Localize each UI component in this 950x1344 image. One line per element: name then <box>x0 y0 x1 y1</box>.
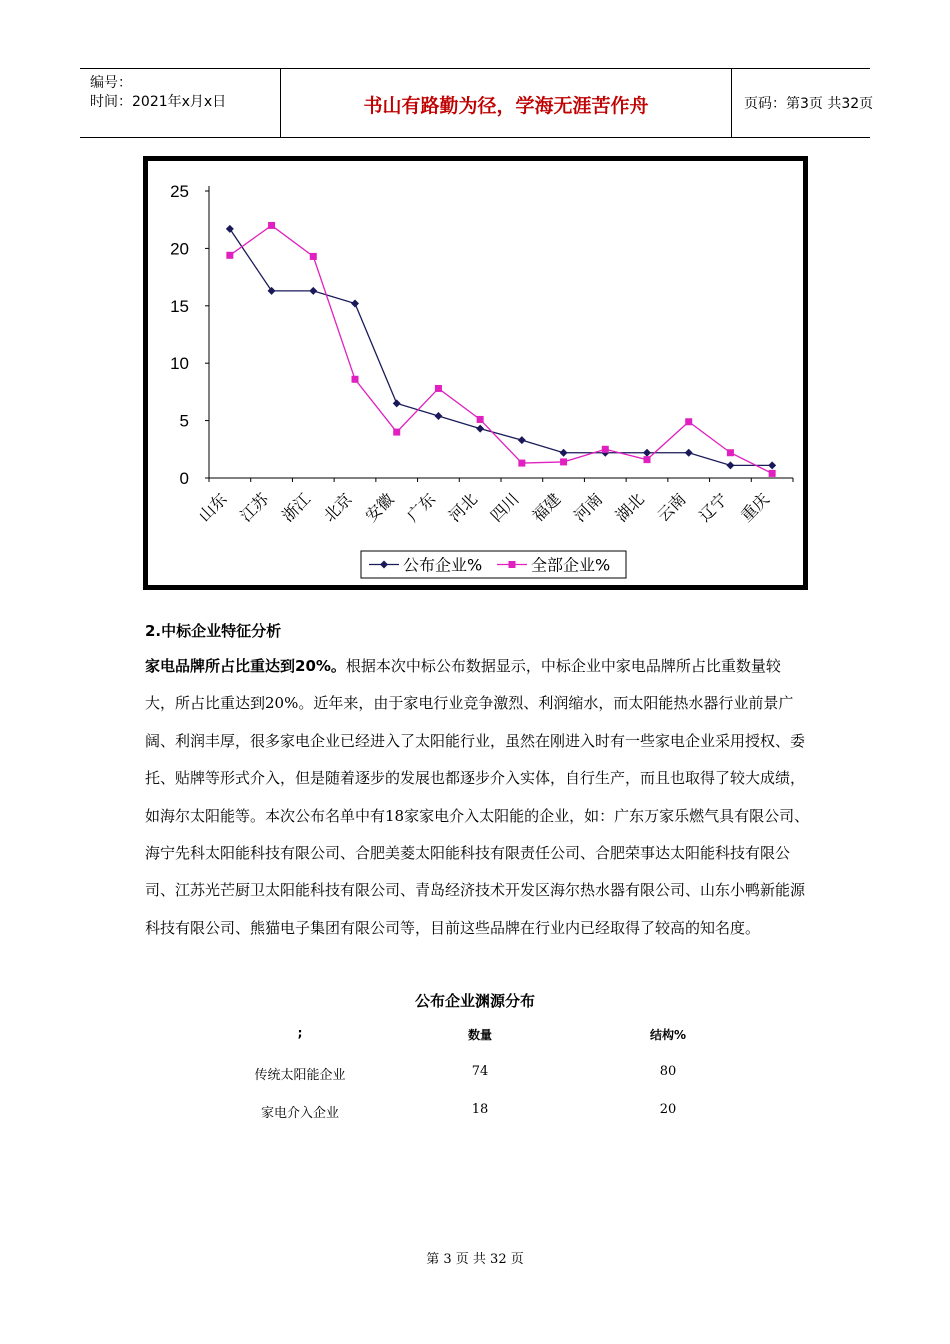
x-tick-label: 安徽 <box>361 489 398 526</box>
data-point <box>727 449 734 456</box>
x-tick-label: 北京 <box>319 489 356 526</box>
page-header <box>80 68 874 138</box>
data-point <box>602 446 609 453</box>
x-tick-label: 四川 <box>486 489 523 526</box>
table-row <box>190 1060 750 1098</box>
data-point <box>226 252 233 259</box>
y-tick-label: 15 <box>170 296 189 316</box>
header-center-cell <box>280 69 732 137</box>
table-header-row <box>190 1022 750 1060</box>
data-point <box>352 376 359 383</box>
header-motto: 书山有路勤为径，学海无涯苦作舟 <box>363 95 649 117</box>
header-left-cell <box>80 69 280 137</box>
data-point <box>685 418 692 425</box>
legend-label: 公布企业% <box>403 555 483 575</box>
source-table <box>190 1022 750 1136</box>
x-tick-label: 浙江 <box>278 489 315 526</box>
data-point <box>477 416 484 423</box>
table-cell: 传统太阳能企业 <box>254 1068 346 1083</box>
table-cell: 20 <box>659 1102 677 1117</box>
page-info: 页码：第3页 共32页 <box>744 96 874 112</box>
section-body: 根据本次中标公布数据显示，中标企业中家电品牌所占比重数量较大，所占比重达到20%。近年来，由于家电行业竞争激烈、利润缩水，而太阳能热水器行业前景广阔、利润丰厚，很多家电企业已经进入了太阳能行业，虽然在刚进入时有一些家电企业采用授权、委托、贴牌等形式介入，但是随着逐步的发展也都逐步介入实体，自行生产，而且也取得了较大成绩，如海尔太阳能等。本次公布名单中有18家家电介入太阳能的企业，如：广东万家乐燃气具有限公司、海宁先科太阳能科技有限公司、合肥美菱太阳能科技有限责任公司、合肥荣事达太阳能科技有限公司、江苏光芒厨卫太阳能科技有限公司、青岛经济技术开发区海尔热水器有限公司、山东小鸭新能源科技有限公司、熊猫电子集团有限公司等，目前这些品牌在行业内已经取得了较高的知名度。 <box>145 657 810 937</box>
table-cell: 家电介入企业 <box>260 1106 339 1121</box>
x-tick-label: 山东 <box>194 489 231 526</box>
y-tick-label: 20 <box>170 239 189 259</box>
x-tick-label: 湖北 <box>611 489 648 526</box>
line-chart <box>143 156 808 590</box>
section-lead: 家电品牌所占比重达到20%。 <box>145 657 346 675</box>
x-tick-label: 河北 <box>444 489 481 526</box>
data-point <box>435 385 442 392</box>
data-point <box>310 253 317 260</box>
x-tick-label: 福建 <box>528 489 565 526</box>
table-header-cell: ; <box>297 1026 303 1040</box>
legend-marker <box>509 561 516 568</box>
data-point <box>268 222 275 229</box>
table-row <box>190 1098 750 1136</box>
table-title: 公布企业渊源分布 <box>414 992 535 1010</box>
y-tick-label: 10 <box>170 354 189 374</box>
table-cell: 74 <box>471 1064 489 1079</box>
date-label: 时间：2021年x月x日 <box>90 94 227 110</box>
data-point <box>518 460 525 467</box>
line-chart-frame <box>143 156 808 590</box>
section-heading: 2.中标企业特征分析 <box>145 622 282 640</box>
section-paragraph <box>145 648 810 947</box>
table-header-cell: 结构% <box>649 1028 687 1042</box>
code-label: 编号： <box>90 75 132 91</box>
table-header-cell: 数量 <box>467 1028 492 1042</box>
x-tick-label: 河南 <box>570 489 607 526</box>
data-point <box>644 456 651 463</box>
data-point <box>560 458 567 465</box>
x-tick-label: 辽宁 <box>695 489 732 526</box>
x-tick-label: 云南 <box>653 489 690 526</box>
data-point <box>393 429 400 436</box>
data-point <box>769 470 776 477</box>
table-cell: 80 <box>659 1064 677 1079</box>
x-tick-label: 广东 <box>403 489 440 526</box>
y-tick-label: 25 <box>170 182 189 201</box>
header-right-cell <box>732 69 874 137</box>
y-tick-label: 0 <box>179 469 189 488</box>
y-tick-label: 5 <box>179 411 189 431</box>
page-footer: 第 3 页 共 32 页 <box>426 1252 524 1267</box>
table-cell: 18 <box>471 1102 489 1117</box>
legend-label: 全部企业% <box>531 555 611 575</box>
x-tick-label: 江苏 <box>236 489 273 526</box>
x-tick-label: 重庆 <box>736 489 773 526</box>
